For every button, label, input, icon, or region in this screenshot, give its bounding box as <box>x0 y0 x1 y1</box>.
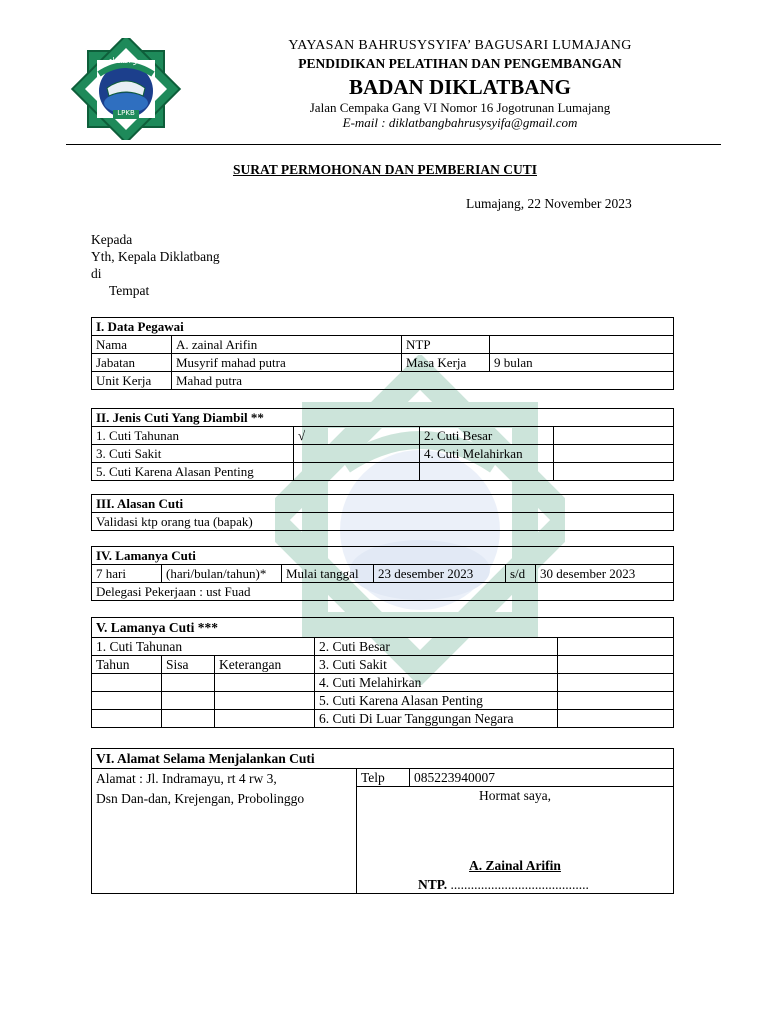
unit-kerja-value: Mahad putra <box>172 372 674 390</box>
sampai-tanggal-value: 30 desember 2023 <box>536 565 674 583</box>
logo-bottom-text: LPKB <box>117 109 135 117</box>
durasi-value: 7 hari <box>92 565 162 583</box>
logo-arabic-text: بحر الشفاء <box>108 56 146 65</box>
empty-cell <box>558 710 674 728</box>
division-name: PENDIDIKAN PELATIHAN DAN PENGEMBANGAN <box>298 56 622 71</box>
agency-name: BADAN DIKLATBANG <box>349 75 571 99</box>
nama-value: A. zainal Arifin <box>172 336 402 354</box>
empty-cell <box>558 674 674 692</box>
signer-ntp-dots: ......................................... <box>450 877 589 892</box>
section-3-heading: III. Alasan Cuti <box>92 495 674 513</box>
empty-cell <box>420 463 554 481</box>
cuti-alasan-penting-label: 5. Cuti Karena Alasan Penting <box>92 463 294 481</box>
mulai-tanggal-label: Mulai tanggal <box>282 565 374 583</box>
alamat-cell <box>92 769 357 894</box>
cuti-sakit-check <box>294 445 420 463</box>
closing-text: Hormat saya, <box>479 788 551 803</box>
document-title: SURAT PERMOHONAN DAN PEMBERIAN CUTI <box>232 162 537 177</box>
alamat-line-2: Dsn Dan-dan, Krejengan, Probolinggo <box>96 791 305 806</box>
cuti-alasan-penting-check <box>294 463 420 481</box>
cuti-sakit-label: 3. Cuti Sakit <box>92 445 294 463</box>
masa-kerja-value: 9 bulan <box>490 354 674 372</box>
section-catatan-cuti <box>91 617 674 728</box>
empty-cell <box>92 692 162 710</box>
empty-cell <box>558 656 674 674</box>
jabatan-label: Jabatan <box>92 354 172 372</box>
foundation-name: YAYASAN BAHRUSYSYIFA’ BAGUSARI LUMAJANG <box>288 38 632 53</box>
section-1-heading: I. Data Pegawai <box>92 318 674 336</box>
cuti-melahirkan-check <box>554 445 674 463</box>
signer-ntp <box>418 877 589 893</box>
cuti-tahunan-label: 1. Cuti Tahunan <box>92 427 294 445</box>
addressee-line-1: Kepada <box>91 232 133 247</box>
ntp-value <box>490 336 674 354</box>
jabatan-value: Musyrif mahad putra <box>172 354 402 372</box>
empty-cell <box>215 674 315 692</box>
section-5-heading: V. Lamanya Cuti *** <box>92 618 674 638</box>
cuti-besar-check <box>554 427 674 445</box>
section-2-heading: II. Jenis Cuti Yang Diambil ** <box>92 409 674 427</box>
addressee-line-4: Tempat <box>109 283 150 298</box>
unit-kerja-label: Unit Kerja <box>92 372 172 390</box>
empty-cell <box>162 674 215 692</box>
alamat-line-1: Alamat : Jl. Indramayu, rt 4 rw 3, <box>96 771 277 786</box>
empty-cell <box>215 692 315 710</box>
cuti-tahunan-check: √ <box>294 427 420 445</box>
place-date: Lumajang, 22 November 2023 <box>466 196 632 211</box>
mulai-tanggal-value: 23 desember 2023 <box>374 565 506 583</box>
keterangan-header: Keterangan <box>215 656 315 674</box>
delegasi-pekerjaan: Delegasi Pekerjaan : ust Fuad <box>92 583 674 601</box>
header-divider <box>66 144 721 145</box>
empty-cell <box>558 638 674 656</box>
empty-cell <box>215 710 315 728</box>
signer-name: A. Zainal Arifin <box>469 858 561 873</box>
telp-value: 085223940007 <box>410 769 674 787</box>
section-jenis-cuti <box>91 408 674 481</box>
empty-cell <box>554 463 674 481</box>
cuti-sakit-row: 3. Cuti Sakit <box>315 656 558 674</box>
sampai-label: s/d <box>506 565 536 583</box>
section-alasan-cuti <box>91 494 674 531</box>
empty-cell <box>162 710 215 728</box>
agency-address: Jalan Cempaka Gang VI Nomor 16 Jogotrunan Lumajang <box>309 100 611 115</box>
cuti-melahirkan-row: 4. Cuti Melahirkan <box>315 674 558 692</box>
agency-email: E-mail : diklatbangbahrusysyifa@gmail.com <box>342 115 578 130</box>
empty-cell <box>162 692 215 710</box>
signer-ntp-label: NTP. <box>418 877 448 892</box>
empty-cell <box>92 710 162 728</box>
cuti-besar-row: 2. Cuti Besar <box>315 638 558 656</box>
cuti-besar-label: 2. Cuti Besar <box>420 427 554 445</box>
alasan-cuti-value: Validasi ktp orang tua (bapak) <box>92 513 674 531</box>
section-data-pegawai <box>91 317 674 390</box>
section-alamat-cuti <box>91 748 674 894</box>
masa-kerja-label: Masa Kerja <box>402 354 490 372</box>
section-6-heading: VI. Alamat Selama Menjalankan Cuti <box>92 749 674 769</box>
sisa-header: Sisa <box>162 656 215 674</box>
empty-cell <box>558 692 674 710</box>
empty-cell <box>92 674 162 692</box>
cuti-alasan-penting-row: 5. Cuti Karena Alasan Penting <box>315 692 558 710</box>
addressee-line-3: di <box>91 266 102 281</box>
telp-label: Telp <box>357 769 410 787</box>
nama-label: Nama <box>92 336 172 354</box>
ntp-label: NTP <box>402 336 490 354</box>
tahun-header: Tahun <box>92 656 162 674</box>
durasi-unit: (hari/bulan/tahun)* <box>162 565 282 583</box>
section-4-heading: IV. Lamanya Cuti <box>92 547 674 565</box>
cuti-melahirkan-label: 4. Cuti Melahirkan <box>420 445 554 463</box>
addressee-line-2: Yth, Kepala Diklatbang <box>91 249 220 264</box>
cuti-luar-tanggungan-row: 6. Cuti Di Luar Tanggungan Negara <box>315 710 558 728</box>
signature-cell <box>357 787 674 894</box>
section-lamanya-cuti <box>91 546 674 601</box>
cuti-tahunan-header: 1. Cuti Tahunan <box>92 638 315 656</box>
organization-logo <box>67 38 185 140</box>
